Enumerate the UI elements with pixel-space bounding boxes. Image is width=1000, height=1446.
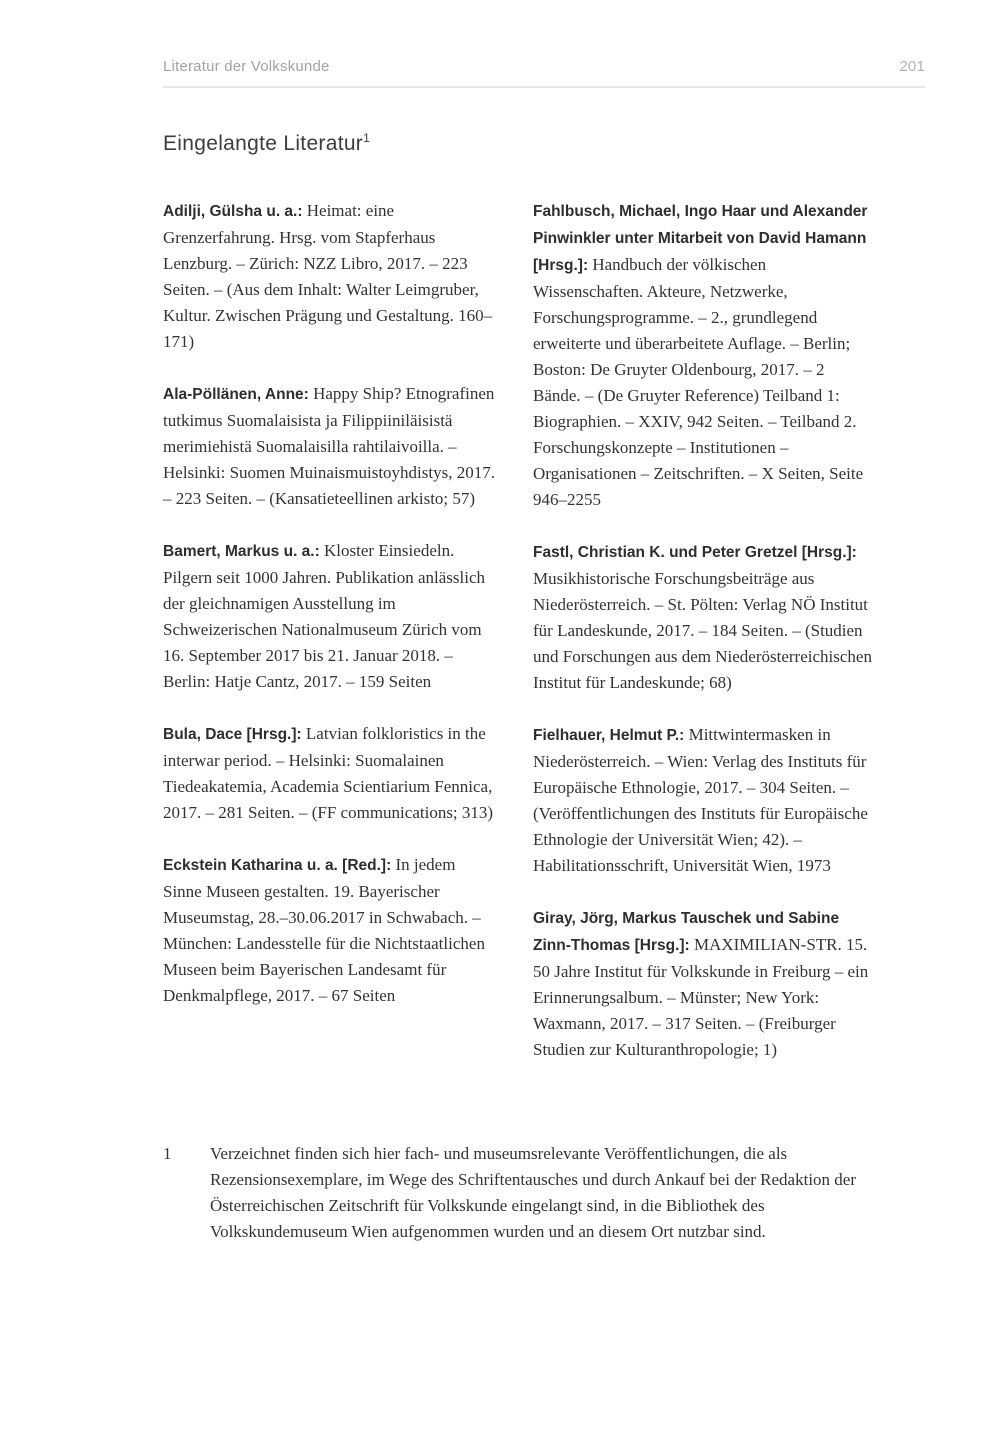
entry-author: Eckstein Katharina u. a. [Red.]:: [163, 857, 392, 874]
entry-body: Handbuch der völkischen Wissenschaften. Akteure, Netzwerke, Forschungsprogramme. – 2., grundlegend erweiterte und überarbeitete Auflage. – Berlin; Boston: De Gruyter Oldenbourg, 2017. – 2 Bände. – (De Gruyter Reference) Teilband 1: Biographien. – XXIV, 942 Seiten. – Teilband 2. Forschungskonzepte – Institutionen – Organisationen – Zeitschriften. – X Seiten, Seite 946–2255: [533, 255, 864, 509]
running-title: Literatur der Volkskunde: [163, 58, 330, 75]
entry-body: In jedem Sinne Museen gestalten. 19. Bayerischer Museumstag, 28.–30.06.2017 in Schwabach. – München: Landesstelle für die Nichtstaatlichen Museen beim Bayerischen Landesamt für Denkmalpflege, 2017. – 67 Seiten: [163, 855, 485, 1005]
bibliography-columns: [163, 198, 925, 1089]
bibliography-entry: [533, 539, 875, 696]
bibliography-entry: [163, 721, 495, 826]
title-footnote-marker: 1: [363, 131, 371, 145]
entry-author: Fielhauer, Helmut P.:: [533, 727, 685, 744]
bibliography-entry: [163, 381, 495, 512]
entry-author: Bamert, Markus u. a.:: [163, 543, 320, 560]
section-title-text: Eingelangte Literatur: [163, 132, 364, 155]
bibliography-entry: [163, 538, 495, 695]
bibliography-entry: [533, 198, 875, 513]
section-title: [163, 132, 925, 156]
bibliography-entry: [163, 852, 495, 1009]
entry-body: Mittwintermasken in Niederösterreich. – Wien: Verlag des Instituts für Europäische Ethnologie, 2017. – 304 Seiten. – (Veröffentlichungen des Instituts für Europäische Ethnologie der Universität Wien; 42). – Habilitationsschrift, Universität Wien, 1973: [533, 725, 868, 875]
entry-author: Adilji, Gülsha u. a.:: [163, 203, 303, 220]
entry-body: Heimat: eine Grenzerfahrung. Hrsg. vom Stapferhaus Lenzburg. – Zürich: NZZ Libro, 2017. – 223 Seiten. – (Aus dem Inhalt: Walter Leimgruber, Kultur. Zwischen Prägung und Gestaltung. 160–171): [163, 201, 493, 351]
bibliography-entry: [163, 198, 495, 355]
footnote-marker: 1: [163, 1144, 172, 1163]
page-number: 201: [899, 58, 925, 75]
entry-author: Fastl, Christian K. und Peter Gretzel [Hrsg.]:: [533, 544, 857, 561]
entry-body: MAXIMILIAN-STR. 15. 50 Jahre Institut für Volkskunde in Freiburg – ein Erinnerungsalbum. – Münster; New York: Waxmann, 2017. – 317 Seiten. – (Freiburger Studien zur Kulturanthropologie; 1): [533, 935, 869, 1059]
entry-body: Happy Ship? Etnografinen tutkimus Suomalaisista ja Filippiiniläisistä merimiehistä Suomalaisilla rahtilaivoilla. – Helsinki: Suomen Muinaismuistoyhdistys, 2017. – 223 Seiten. – (Kansatieteellinen arkisto; 57): [163, 384, 495, 508]
entry-author: Fahlbusch, Michael, Ingo Haar und Alexander Pinwinkler unter Mitarbeit von David Hamann [Hrsg.]:: [533, 203, 868, 274]
entry-author: Bula, Dace [Hrsg.]:: [163, 726, 302, 743]
bibliography-entry: [533, 722, 875, 879]
running-header: [163, 58, 925, 76]
entry-body: Latvian folkloristics in the interwar period. – Helsinki: Suomalainen Tiedeakatemia, Academia Scientiarium Fennica, 2017. – 281 Seiten. – (FF communications; 313): [163, 724, 494, 822]
entry-body: Musikhistorische Forschungsbeiträge aus Niederösterreich. – St. Pölten: Verlag NÖ Institut für Landeskunde, 2017. – 184 Seiten. – (Studien und Forschungen aus dem Niederösterreichischen Institut für Landeskunde; 68): [533, 569, 872, 692]
entry-author: Ala-Pöllänen, Anne:: [163, 386, 309, 403]
header-rule: [163, 86, 925, 88]
left-column: [163, 198, 495, 1089]
entry-body: Kloster Einsiedeln. Pilgern seit 1000 Jahren. Publikation anlässlich der gleichnamigen Ausstellung im Schweizerischen Nationalmuseum Zürich vom 16. September 2017 bis 21. Januar 2018. – Berlin: Hatje Cantz, 2017. – 159 Seiten: [163, 541, 486, 691]
footnote: [163, 1141, 880, 1245]
entry-author: Giray, Jörg, Markus Tauschek und Sabine Zinn-Thomas [Hrsg.]:: [533, 910, 840, 954]
right-column: [533, 198, 875, 1089]
footnote-text: Verzeichnet finden sich hier fach- und museumsrelevante Veröffentlichungen, die als Rezensionsexemplare, im Wege des Schriftentausches und durch Ankauf bei der Redaktion der Österreichischen Zeitschrift für Volkskunde eingelangt sind, in die Bibliothek des Volkskundemuseum Wien aufgenommen wurden und an diesem Ort nutzbar sind.: [210, 1144, 857, 1241]
bibliography-entry: [533, 905, 875, 1063]
